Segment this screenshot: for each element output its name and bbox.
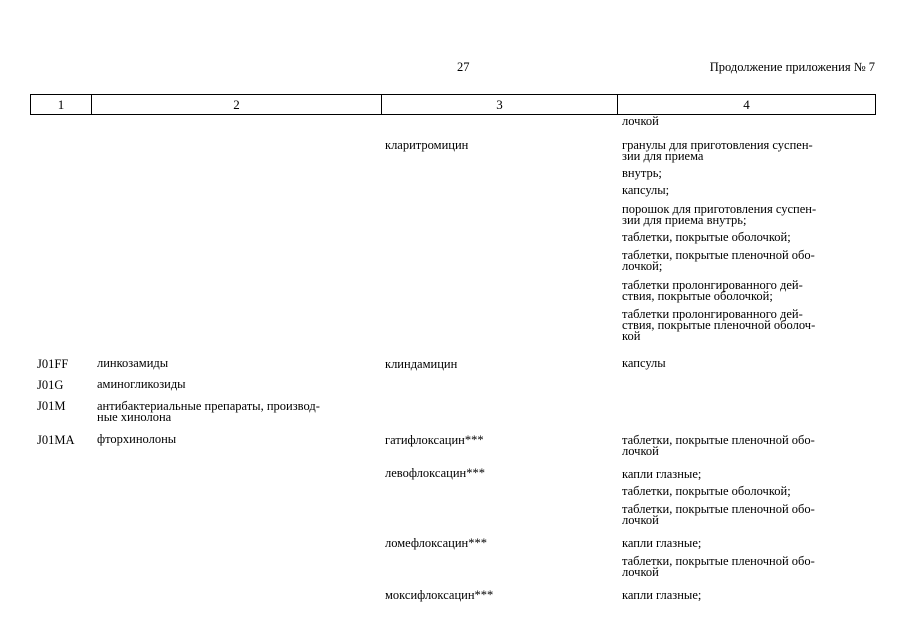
form-line: зии для приема внутрь; [622, 213, 747, 227]
form-line: ствия, покрытые оболочкой; [622, 289, 773, 303]
form-line: таблетки пролонгированного дей- [622, 307, 803, 321]
column-header-3: 3 [382, 95, 618, 114]
form-line: таблетки, покрытые пленочной обо- [622, 502, 815, 516]
drug-name: гатифлоксацин*** [385, 433, 484, 447]
form-line: лочкой [622, 565, 659, 579]
form-line: ствия, покрытые пленочной оболоч- [622, 318, 816, 332]
form-line: внутрь; [622, 166, 662, 180]
atc-group-name: ные хинолона [97, 410, 172, 424]
form-line: капли глазные; [622, 536, 702, 550]
table-header-row [30, 94, 876, 115]
column-header-4: 4 [743, 96, 750, 112]
form-line: лочкой [622, 444, 659, 458]
atc-group-name: антибактериальные препараты, производ- [97, 399, 320, 413]
drug-name: левофлоксацин*** [385, 466, 485, 480]
form-line: капсулы; [622, 183, 670, 197]
form-line: таблетки, покрытые оболочкой; [622, 484, 791, 498]
drug-name: моксифлоксацин*** [385, 588, 494, 602]
form-line: порошок для приготовления суспен- [622, 202, 817, 216]
atc-group-name: аминогликозиды [97, 377, 186, 391]
drug-name: клиндамицин [385, 357, 458, 371]
column-header-2: 2 [92, 95, 382, 114]
form-line: таблетки, покрытые оболочкой; [622, 230, 791, 244]
form-line: лочкой; [622, 259, 663, 273]
form-line: кой [622, 329, 641, 343]
form-line: таблетки пролонгированного дей- [622, 278, 803, 292]
atc-group-name: линкозамиды [97, 356, 169, 370]
form-line: капли глазные; [622, 467, 702, 481]
atc-code: J01MA [37, 433, 75, 447]
form-line: лочкой [622, 513, 659, 527]
atc-code: J01FF [37, 357, 69, 371]
form-line: таблетки, покрытые пленочной обо- [622, 433, 815, 447]
form-line: гранулы для приготовления суспен- [622, 138, 813, 152]
drug-name: кларитромицин [385, 138, 469, 152]
atc-code: J01M [37, 399, 66, 413]
column-header-1: 1 [31, 95, 92, 114]
atc-code: J01G [37, 378, 64, 392]
form-line: таблетки, покрытые пленочной обо- [622, 554, 815, 568]
form-line: капли глазные; [622, 588, 702, 602]
drug-name: ломефлоксацин*** [385, 536, 487, 550]
form-line: лочкой [622, 114, 659, 128]
appendix-continuation: Продолжение приложения № 7 [709, 60, 875, 74]
form-line: таблетки, покрытые пленочной обо- [622, 248, 815, 262]
page-number: 27 [457, 60, 470, 74]
atc-group-name: фторхинолоны [97, 432, 177, 446]
form-line: капсулы [622, 356, 666, 370]
form-line: зии для приема [622, 149, 704, 163]
